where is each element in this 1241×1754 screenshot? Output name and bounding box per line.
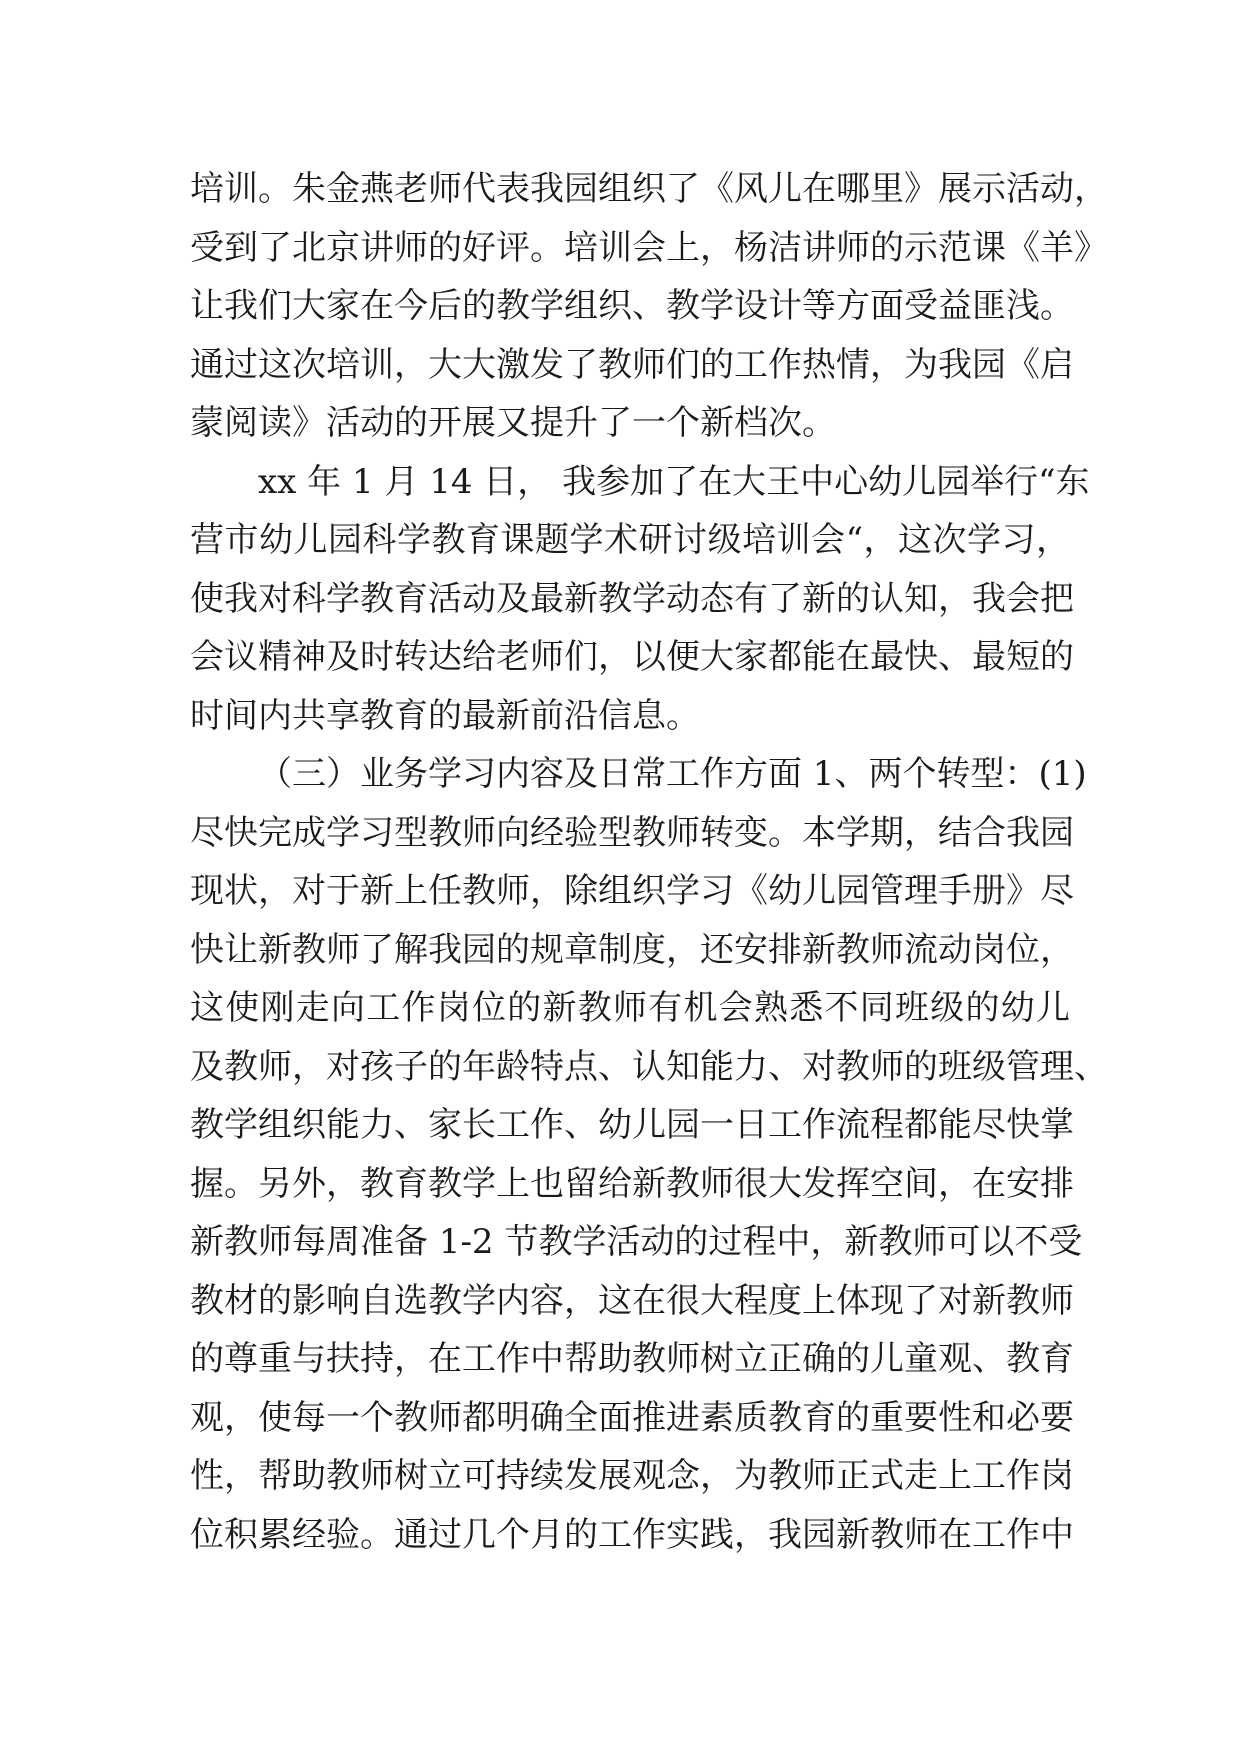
text-line: 现状，对于新上任教师，除组织学习《幼儿园管理手册》尽 [190,871,1074,911]
text-line: 蒙阅读》活动的开展又提升了一个新档次。 [190,403,836,443]
text-line: 位积累经验。通过几个月的工作实践，我园新教师在工作中 [190,1514,1074,1555]
text-line: 受到了北京讲师的好评。培训会上，杨洁讲师的示范课《羊》 [190,227,1108,268]
text-line: 新教师每周准备 1-2 节教学活动的过程中，新教师可以不受 [190,1222,1083,1262]
text-line: 时间内共享教育的最新前沿信息。 [190,695,700,736]
text-line: 会议精神及时转达给老师们，以便大家都能在最快、最短的 [190,637,1074,677]
text-line: 教材的影响自选教学内容，这在很大程度上体现了对新教师 [190,1280,1074,1321]
text-line: 营市幼儿园科学教育课题学术研讨级培训会“，这次学习， [190,520,1070,560]
text-line: （三）业务学习内容及日常工作方面 1、两个转型：(1) [258,754,1087,794]
text-line: 及教师，对孩子的年龄特点、认知能力、对教师的班级管理、 [190,1046,1108,1087]
text-line: 使我对科学教育活动及最新教学动态有了新的认知，我会把 [190,578,1074,619]
text-line: 通过这次培训，大大激发了教师们的工作热情，为我园《启 [190,344,1074,385]
text-line: 培训。朱金燕老师代表我园组织了《风儿在哪里》展示活动， [190,169,1108,209]
text-line: 这使刚走向工作岗位的新教师有机会熟悉不同班级的幼儿 [190,988,1070,1028]
text-line: 教学组织能力、家长工作、幼儿园一日工作流程都能尽快掌 [190,1105,1074,1145]
text-line: 性，帮助教师树立可持续发展观念，为教师正式走上工作岗 [190,1456,1074,1496]
text-line: xx 年 1 月 14 日， 我参加了在大王中心幼儿园举行“东 [258,461,1090,502]
text-line: 的尊重与扶持，在工作中帮助教师树立正确的儿童观、教育 [190,1339,1074,1379]
document-body [190,160,1108,1564]
text-line: 让我们大家在今后的教学组织、教学设计等方面受益匪浅。 [190,286,1074,326]
text-line: 握。另外，教育教学上也留给新教师很大发挥空间，在安排 [190,1163,1074,1204]
text-line: 快让新教师了解我园的规章制度，还安排新教师流动岗位， [190,929,1074,970]
text-line: 观，使每一个教师都明确全面推进素质教育的重要性和必要 [190,1397,1074,1438]
text-line: 尽快完成学习型教师向经验型教师转变。本学期，结合我园 [190,812,1074,853]
